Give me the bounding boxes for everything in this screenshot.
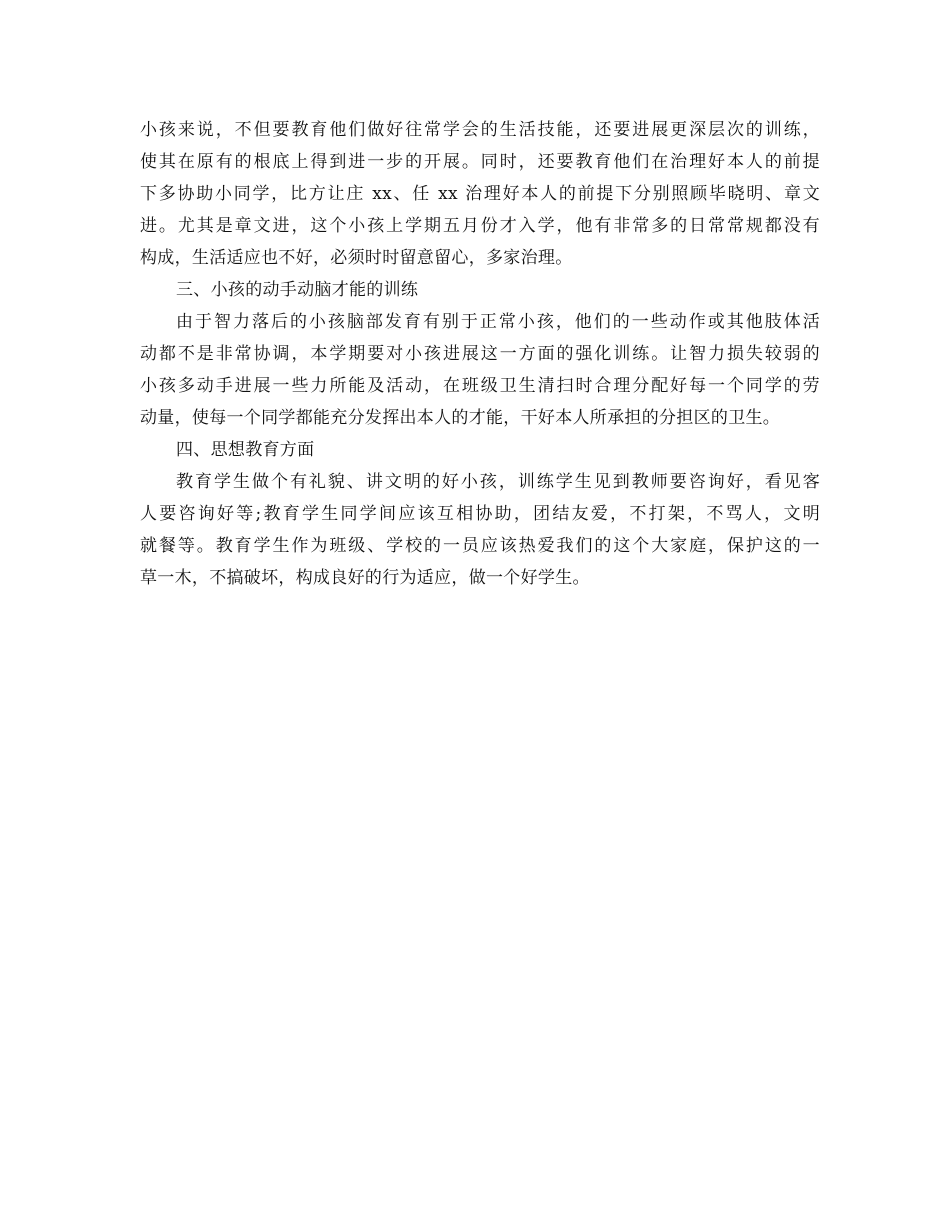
section-heading: 三、小孩的动手动脑才能的训练 bbox=[176, 280, 419, 300]
document-body bbox=[140, 114, 820, 594]
text-line: 就餐等。教育学生作为班级、学校的一员应该热爱我们的这个大家庭，保护这的一 bbox=[140, 536, 820, 556]
text-line: 进。尤其是章文进，这个小孩上学期五月份才入学，他有非常多的日常常规都没有 bbox=[140, 216, 820, 236]
section-heading: 四、思想教育方面 bbox=[176, 440, 315, 460]
text-line: 草一木，不搞破坏，构成良好的行为适应，做一个好学生。 bbox=[140, 568, 590, 588]
text-line: 构成，生活适应也不好，必须时时留意留心，多家治理。 bbox=[140, 248, 573, 268]
text-line: 由于智力落后的小孩脑部发育有别于正常小孩，他们的一些动作或其他肢体活 bbox=[176, 312, 820, 332]
text-line: 教育学生做个有礼貌、讲文明的好小孩，训练学生见到教师要咨询好，看见客 bbox=[176, 472, 820, 492]
text-line: 动都不是非常协调，本学期要对小孩进展这一方面的强化训练。让智力损失较弱的 bbox=[140, 344, 820, 364]
text-line: 人要咨询好等;教育学生同学间应该互相协助，团结友爱，不打架，不骂人，文明 bbox=[140, 504, 820, 524]
text-line: 小孩来说，不但要教育他们做好往常学会的生活技能，还要进展更深层次的训练， bbox=[140, 120, 820, 140]
text-line: 动量，使每一个同学都能充分发挥出本人的才能，干好本人所承担的分担区的卫生。 bbox=[140, 408, 781, 428]
text-line: 小孩多动手进展一些力所能及活动，在班级卫生清扫时合理分配好每一个同学的劳 bbox=[140, 376, 820, 396]
text-line: 使其在原有的根底上得到进一步的开展。同时，还要教育他们在治理好本人的前提 bbox=[140, 152, 820, 172]
text-line: 下多协助小同学，比方让庄 xx、任 xx 治理好本人的前提下分别照顾毕晓明、章文 bbox=[140, 184, 820, 204]
